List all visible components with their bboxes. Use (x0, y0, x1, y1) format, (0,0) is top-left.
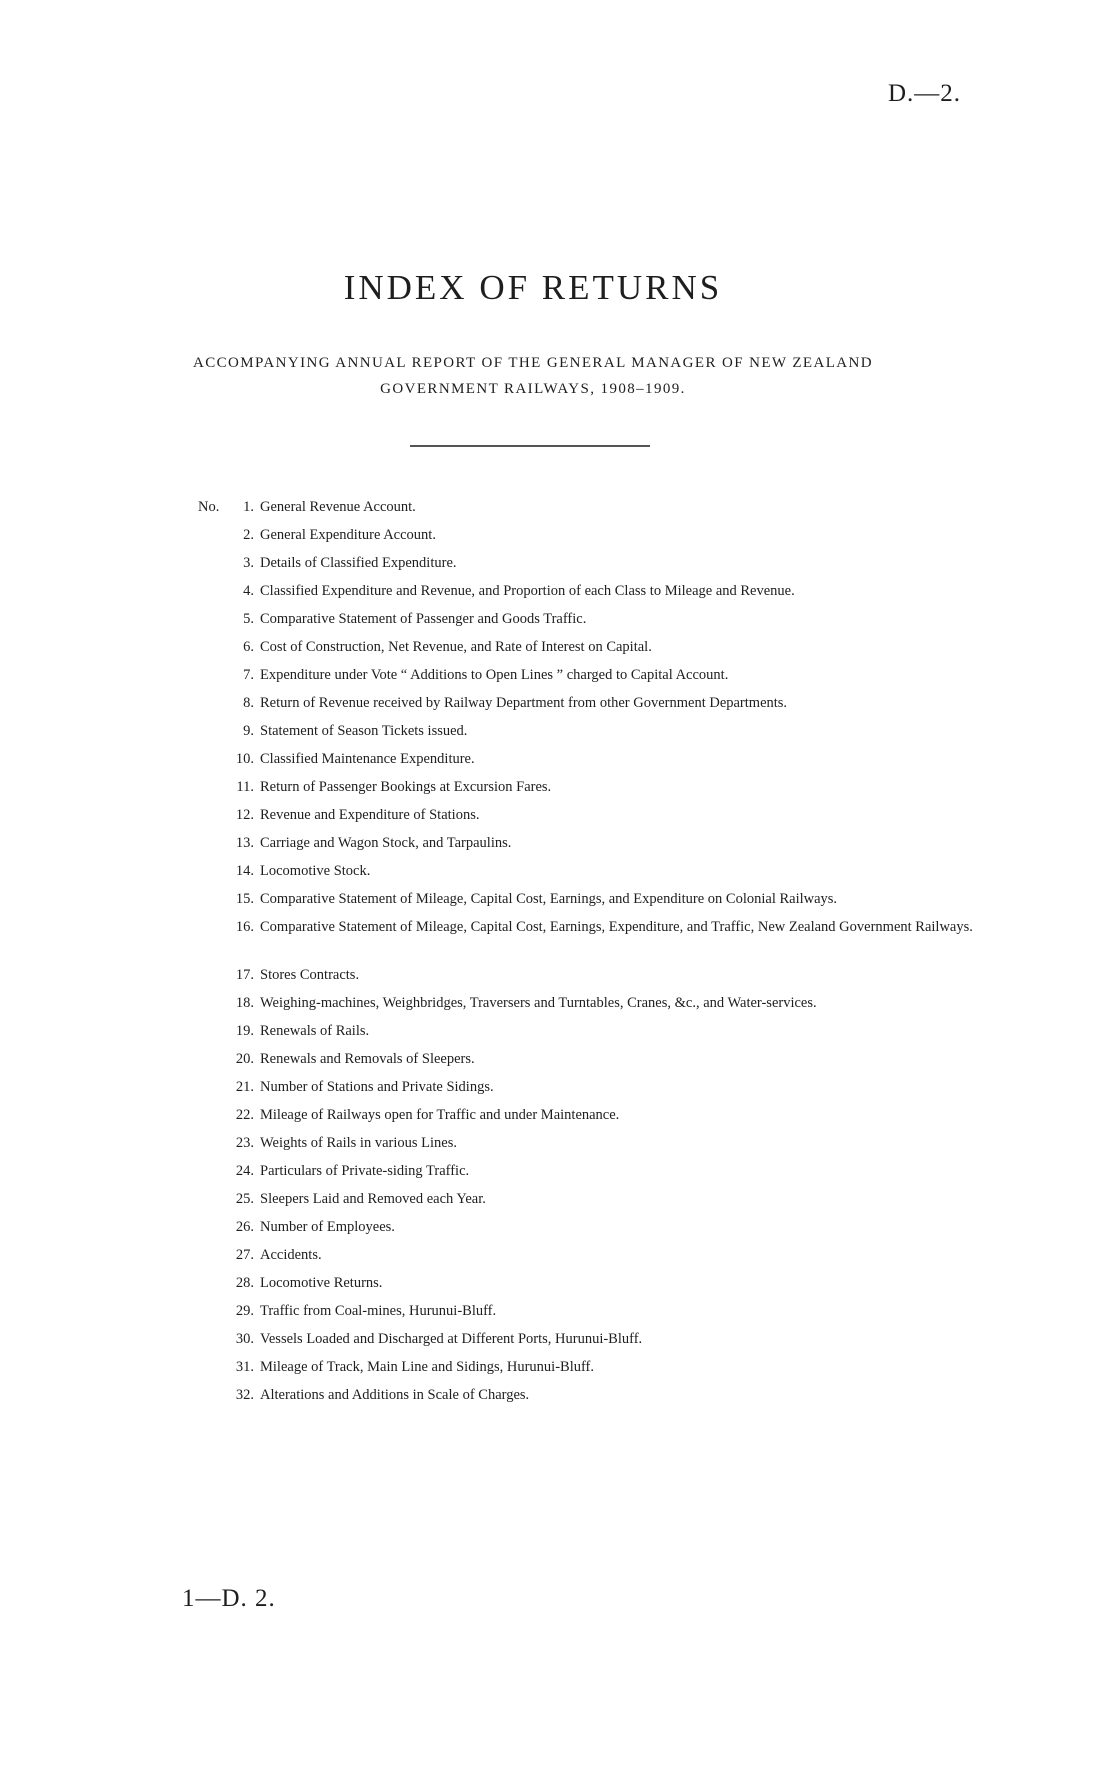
index-entry-number: 30. (235, 1331, 254, 1347)
index-entry-number: 1. (243, 499, 254, 515)
index-entry-number: 18. (235, 995, 254, 1011)
index-entry-title: Classified Expenditure and Revenue, and Proportion of each Class to Mileage and Revenue. (260, 583, 795, 599)
index-entry-number: 20. (235, 1051, 254, 1067)
index-entry-title: Statement of Season Tickets issued. (260, 723, 468, 739)
index-entry (198, 961, 978, 989)
index-entry-title: General Expenditure Account. (260, 527, 436, 543)
index-entry (198, 1073, 978, 1101)
index-entry-number: 26. (235, 1219, 254, 1235)
index-entry-title: Vessels Loaded and Discharged at Different Ports, Hurunui-Bluff. (260, 1331, 643, 1347)
index-entry-title: Number of Stations and Private Sidings. (260, 1079, 494, 1095)
index-entry-number: 7. (243, 667, 254, 683)
index-entry-title: Stores Contracts. (260, 967, 360, 983)
index-entry-number: 11. (236, 779, 254, 795)
index-entry-number: 3. (243, 555, 254, 571)
index-entry-title: Expenditure under Vote “ Additions to Open Lines ” charged to Capital Account. (260, 667, 729, 683)
index-entry-number: 16. (235, 919, 254, 935)
index-entry-title: Mileage of Track, Main Line and Sidings, Hurunui-Bluff. (260, 1359, 595, 1375)
index-entry (198, 689, 978, 717)
index-entry-number: 31. (235, 1359, 254, 1375)
index-entry (198, 801, 978, 829)
subtitle-line-1: ACCOMPANYING ANNUAL REPORT OF THE GENERAL MANAGER OF NEW ZEALAND (193, 355, 873, 371)
page-reference: D.—2. (888, 80, 962, 107)
index-entry-title: Number of Employees. (260, 1219, 395, 1235)
index-entry (198, 1101, 978, 1129)
index-entry-title: Renewals and Removals of Sleepers. (260, 1051, 475, 1067)
index-entry-number: 32. (235, 1387, 254, 1403)
index-entry (198, 549, 978, 577)
index-entry (198, 857, 978, 885)
index-entry-title: General Revenue Account. (260, 499, 416, 515)
divider-rule (410, 445, 650, 447)
index-entry (198, 661, 978, 689)
index-entry-title: Locomotive Stock. (260, 863, 371, 879)
index-entry-title: Comparative Statement of Passenger and Goods Traffic. (260, 611, 587, 627)
index-entry-title: Locomotive Returns. (260, 1275, 383, 1291)
index-entry (198, 717, 978, 745)
index-entry-title: Mileage of Railways open for Traffic and under Maintenance. (260, 1107, 620, 1123)
index-entry-number: 4. (243, 583, 254, 599)
index-entry-title: Return of Revenue received by Railway Department from other Government Departments. (260, 695, 788, 711)
index-entry (198, 913, 978, 961)
index-entry-title: Alterations and Additions in Scale of Charges. (260, 1387, 530, 1403)
index-entry-title: Revenue and Expenditure of Stations. (260, 807, 480, 823)
index-entry-title: Comparative Statement of Mileage, Capital Cost, Earnings, Expenditure, and Traffic, New Zealand Government Railways. (260, 919, 973, 935)
index-entry-number: 9. (243, 723, 254, 739)
index-entry-number: 2. (243, 527, 254, 543)
index-entry (198, 1045, 978, 1073)
index-entry-number: 22. (235, 1107, 254, 1123)
no-label: No. (198, 499, 220, 515)
index-entry (198, 577, 978, 605)
index-entry (198, 745, 978, 773)
page-title: INDEX OF RETURNS (343, 268, 723, 307)
index-entry (198, 1241, 978, 1269)
index-entry-title: Comparative Statement of Mileage, Capital Cost, Earnings, and Expenditure on Colonial Railways. (260, 891, 838, 907)
index-entry-number: 6. (243, 639, 254, 655)
index-entry-number: 28. (235, 1275, 254, 1291)
index-entry-title: Accidents. (260, 1247, 322, 1263)
index-entry-title: Weights of Rails in various Lines. (260, 1135, 457, 1151)
index-entry-title: Weighing-machines, Weighbridges, Traversers and Turntables, Cranes, &c., and Water-services. (260, 995, 817, 1011)
index-entry (198, 1157, 978, 1185)
index-entry-title: Particulars of Private-siding Traffic. (260, 1163, 470, 1179)
index-entry (198, 1185, 978, 1213)
index-entry-number: 12. (235, 807, 254, 823)
index-entry (198, 885, 978, 913)
index-entry-title: Details of Classified Expenditure. (260, 555, 457, 571)
index-entry-title: Renewals of Rails. (260, 1023, 370, 1039)
index-entry (198, 773, 978, 801)
subtitle-line-2: GOVERNMENT RAILWAYS, 1908–1909. (380, 381, 686, 397)
index-entry-number: 14. (235, 863, 254, 879)
index-entry-title: Return of Passenger Bookings at Excursion Fares. (260, 779, 552, 795)
index-entry-number: 27. (235, 1247, 254, 1263)
index-entry (198, 1017, 978, 1045)
index-entry (198, 989, 978, 1017)
index-entry-title: Classified Maintenance Expenditure. (260, 751, 475, 767)
index-entry (198, 1269, 978, 1297)
index-entry (198, 493, 978, 521)
index-entry (198, 521, 978, 549)
footer-signature-reference: 1—D. 2. (182, 1585, 276, 1612)
index-entry-number: 29. (235, 1303, 254, 1319)
index-entry (198, 1297, 978, 1325)
index-entry (198, 1325, 978, 1353)
index-entry-number: 5. (243, 611, 254, 627)
index-entry-number: 24. (235, 1163, 254, 1179)
index-entry-number: 15. (235, 891, 254, 907)
index-entry-number: 17. (235, 967, 254, 983)
index-entry (198, 1129, 978, 1157)
index-entry-title: Traffic from Coal-mines, Hurunui-Bluff. (260, 1303, 497, 1319)
index-entry (198, 1213, 978, 1241)
index-entry-number: 13. (235, 835, 254, 851)
index-entry-number: 21. (235, 1079, 254, 1095)
index-entry (198, 633, 978, 661)
index-entry-number: 25. (235, 1191, 254, 1207)
subtitle (0, 350, 1066, 402)
index-entry-number: 10. (235, 751, 254, 767)
index-entry-number: 8. (243, 695, 254, 711)
index-entry (198, 1353, 978, 1381)
index-entry (198, 1381, 978, 1409)
index-entry-number: 23. (235, 1135, 254, 1151)
index-entry-title: Sleepers Laid and Removed each Year. (260, 1191, 486, 1207)
index-entry (198, 829, 978, 857)
index-entry-title: Cost of Construction, Net Revenue, and Rate of Interest on Capital. (260, 639, 652, 655)
index-entry (198, 605, 978, 633)
index-list (198, 493, 978, 1409)
index-entry-title: Carriage and Wagon Stock, and Tarpaulins. (260, 835, 512, 851)
index-entry-number: 19. (235, 1023, 254, 1039)
